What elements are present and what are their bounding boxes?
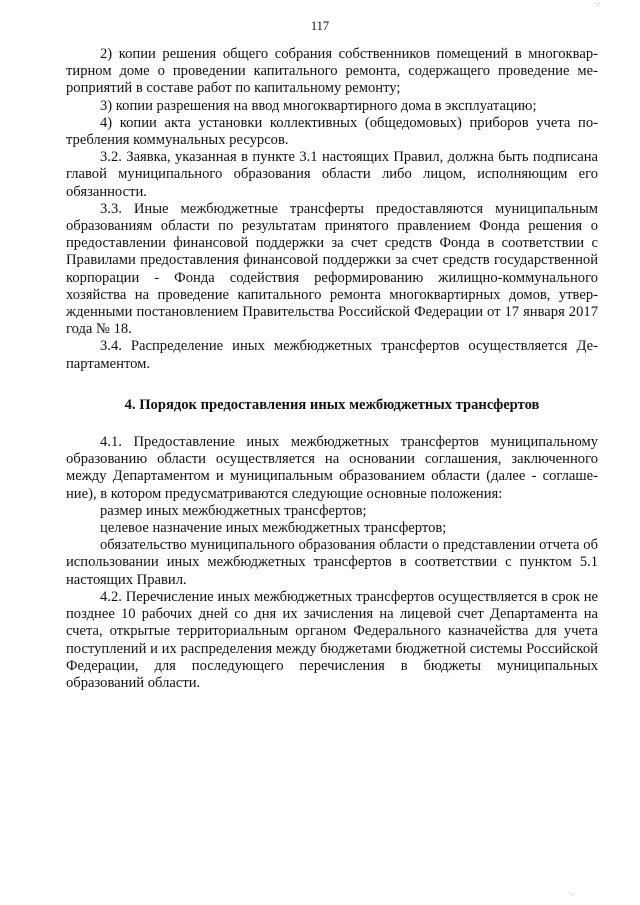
paragraph-3-3: 3.3. Иные межбюджетные трансферты предоставляются муниципальным образованиям области по результатам принятого правлением Фонда решения о предоставлении финансовой поддержки за счет средств Фонда в соответствии с Правилами предоставления финансовой поддержки за счет средств государственной корпорации - Фонда содействия реформированию жилищно-коммунального хозяйства на проведение капитального ремонта многоквартирных домов, утвержденными постановлением Правительства Российской Федерации от 17 января 2017 года № 18. [66, 200, 598, 338]
document-body [66, 46, 598, 692]
scan-mark-top: ·.· [594, 0, 601, 8]
paragraph-item-2: 2) копии решения общего собрания собственников помещений в многоквартирном доме о проведении капитального ремонта, содержащего проведение мероприятий в составе работ по капитальному ремонту; [66, 46, 598, 97]
paragraph-3-4: 3.4. Распределение иных межбюджетных трансфертов осуществляется Департаментом. [66, 338, 598, 372]
paragraph-4-1: 4.1. Предоставление иных межбюджетных трансфертов муниципальному образованию области осуществляется на основании соглашения, заключенного между Департаментом и муниципальным образованием области (далее - соглашение), в котором предусматриваются следующие основные положения: [66, 434, 598, 502]
paragraph-item-4: 4) копии акта установки коллективных (общедомовых) приборов учета потребления коммунальных ресурсов. [66, 114, 598, 149]
list-item-purpose: целевое назначение иных межбюджетных трансфертов; [100, 520, 447, 537]
list-item-obligation: обязательство муниципального образования области о представлении отчета об использовании иных межбюджетных трансфертов в соответствии с пунктом 5.1 настоящих Правил. [66, 537, 598, 588]
paragraph-item-3: 3) копии разрешения на ввод многоквартирного дома в эксплуатацию; [100, 97, 537, 114]
paragraph-4-2: 4.2. Перечисление иных межбюджетных трансфертов осуществляется в срок не позднее 10 рабочих дней со дня их зачисления на лицевой счет Департамента на счета, открытые территориальным органом Федерального казначейства для учета поступлений и их распределения между бюджетами бюджетной системы Российской Федерации, для последующего перечисления в бюджеты муниципальных образований области. [66, 588, 598, 691]
section-heading: 4. Порядок предоставления иных межбюджетных трансфертов [124, 396, 540, 413]
scan-mark-bottom: ·. [569, 889, 574, 897]
list-item-amount: размер иных межбюджетных трансфертов; [100, 502, 367, 519]
page-number: 117 [310, 19, 330, 33]
paragraph-3-2: 3.2. Заявка, указанная в пункте 3.1 настоящих Правил, должна быть подписана главой муниципального образования области либо лицом, исполняющим его обязанности. [66, 149, 598, 200]
